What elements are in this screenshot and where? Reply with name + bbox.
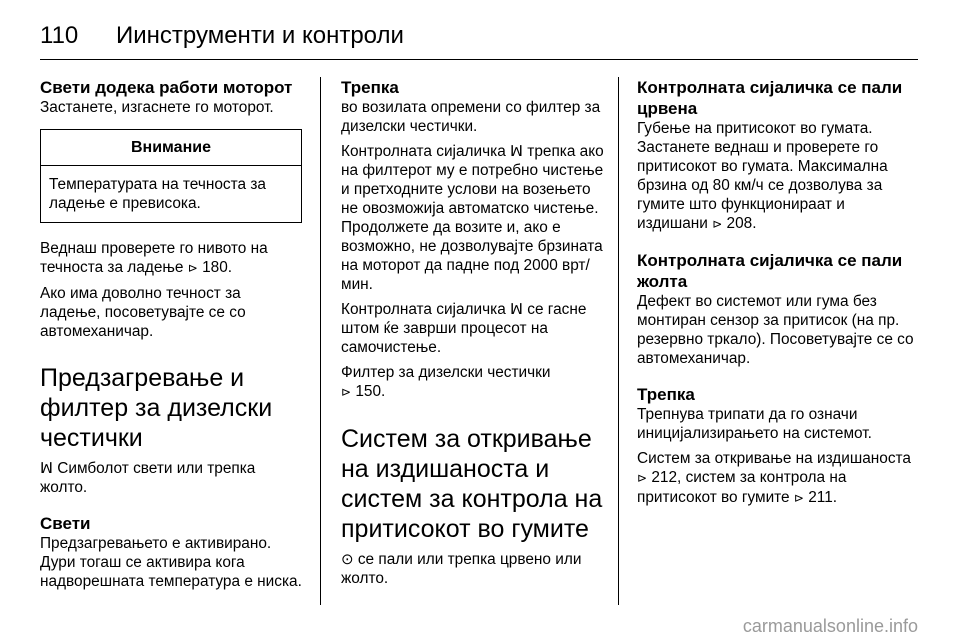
page-ref-icon: ⊳ (637, 471, 648, 485)
tpms-icon: ⊙ (341, 551, 354, 568)
page-ref-icon: ⊳ (793, 491, 804, 505)
paragraph: Контролната сијаличка ꟽ трепка ако на филтерот му е потребно чистење и претходните услови на возењето не овозможија автоматско чистење. Продолжете да возите и, ако е возможно, не дозволувајте брзината на моторот да падне под 2000 врт/мин. (341, 143, 604, 293)
paragraph: Ако има доволно течност за ладење, посоветувајте се со автомеханичар. (40, 285, 246, 340)
paragraph: Трепнува трипати да го означи иницијализирањето на системот. (637, 406, 872, 442)
paragraph: Филтер за дизелски честички ⊳ 150. (341, 364, 551, 400)
chapter-heading: Систем за откривање на издишаноста и систем за контрола на притисокот во гумите (341, 425, 603, 543)
section-heading: Свети додека работи моторот (40, 78, 293, 97)
warning-title: Внимание (41, 130, 301, 166)
warning-box (40, 129, 302, 223)
warning-body: Температурата на течноста за ладење е превисока. (49, 176, 266, 212)
paragraph: ꟽ Симболот свети или трепка жолто. (40, 460, 256, 496)
header-rule (40, 59, 918, 60)
glow-plug-icon: ꟽ (510, 301, 523, 318)
paragraph: Веднаш проверете го нивото на течноста за ладење ⊳ 180. (40, 240, 268, 276)
paragraph: Предзагревањето е активирано. Дури тогаш се активира кога надворешната температура е ниска. (40, 535, 302, 590)
column-1 (40, 77, 302, 591)
paragraph: ⊙ се пали или трепка црвено или жолто. (341, 551, 582, 587)
watermark: carmanualsonline.info (742, 616, 918, 636)
paragraph: во возилата опремени со филтер за дизелски честички. (341, 99, 601, 135)
column-3 (637, 77, 919, 508)
section-heading: Контролната сијаличка се пали црвена (637, 78, 903, 118)
paragraph: Застанете, изгаснете го моторот. (40, 99, 274, 116)
paragraph: Губење на притисокот во гумата. Застанете веднаш и проверете го притисокот во гумата. Максимална брзина од 80 км/ч се дозволува за гумите што функционираат и издишани ⊳ 208. (637, 120, 888, 232)
glow-plug-icon: ꟽ (40, 460, 53, 477)
page-ref-icon: ⊳ (187, 261, 198, 275)
section-heading: Трепка (637, 385, 695, 404)
section-heading: Трепка (341, 78, 399, 97)
chapter-heading: Предзагревање и филтер за дизелски честички (40, 364, 273, 452)
page-title: Иинструменти и контроли (116, 22, 404, 49)
column-divider (618, 77, 619, 605)
page-number: 110 (40, 22, 79, 49)
section-heading: Контролната сијаличка се пали жолта (637, 251, 903, 291)
paragraph: Систем за откривање на издишаноста ⊳ 212, систем за контрола на притисокот во гумите ⊳ 211. (637, 450, 911, 506)
section-heading: Свети (40, 514, 91, 533)
column-2 (341, 77, 609, 588)
paragraph: Контролната сијаличка ꟽ се гасне штом ќе заврши процесот на самочистење. (341, 301, 587, 356)
page-header (40, 22, 404, 50)
glow-plug-icon: ꟽ (510, 143, 523, 160)
column-divider (320, 77, 321, 605)
paragraph: Дефект во системот или гума без монтиран сензор за притисок (на пр. резервно тркало). Посоветувајте се со автомеханичар. (637, 293, 914, 367)
page-ref-icon: ⊳ (712, 217, 723, 231)
page-ref-icon: ⊳ (341, 385, 352, 399)
